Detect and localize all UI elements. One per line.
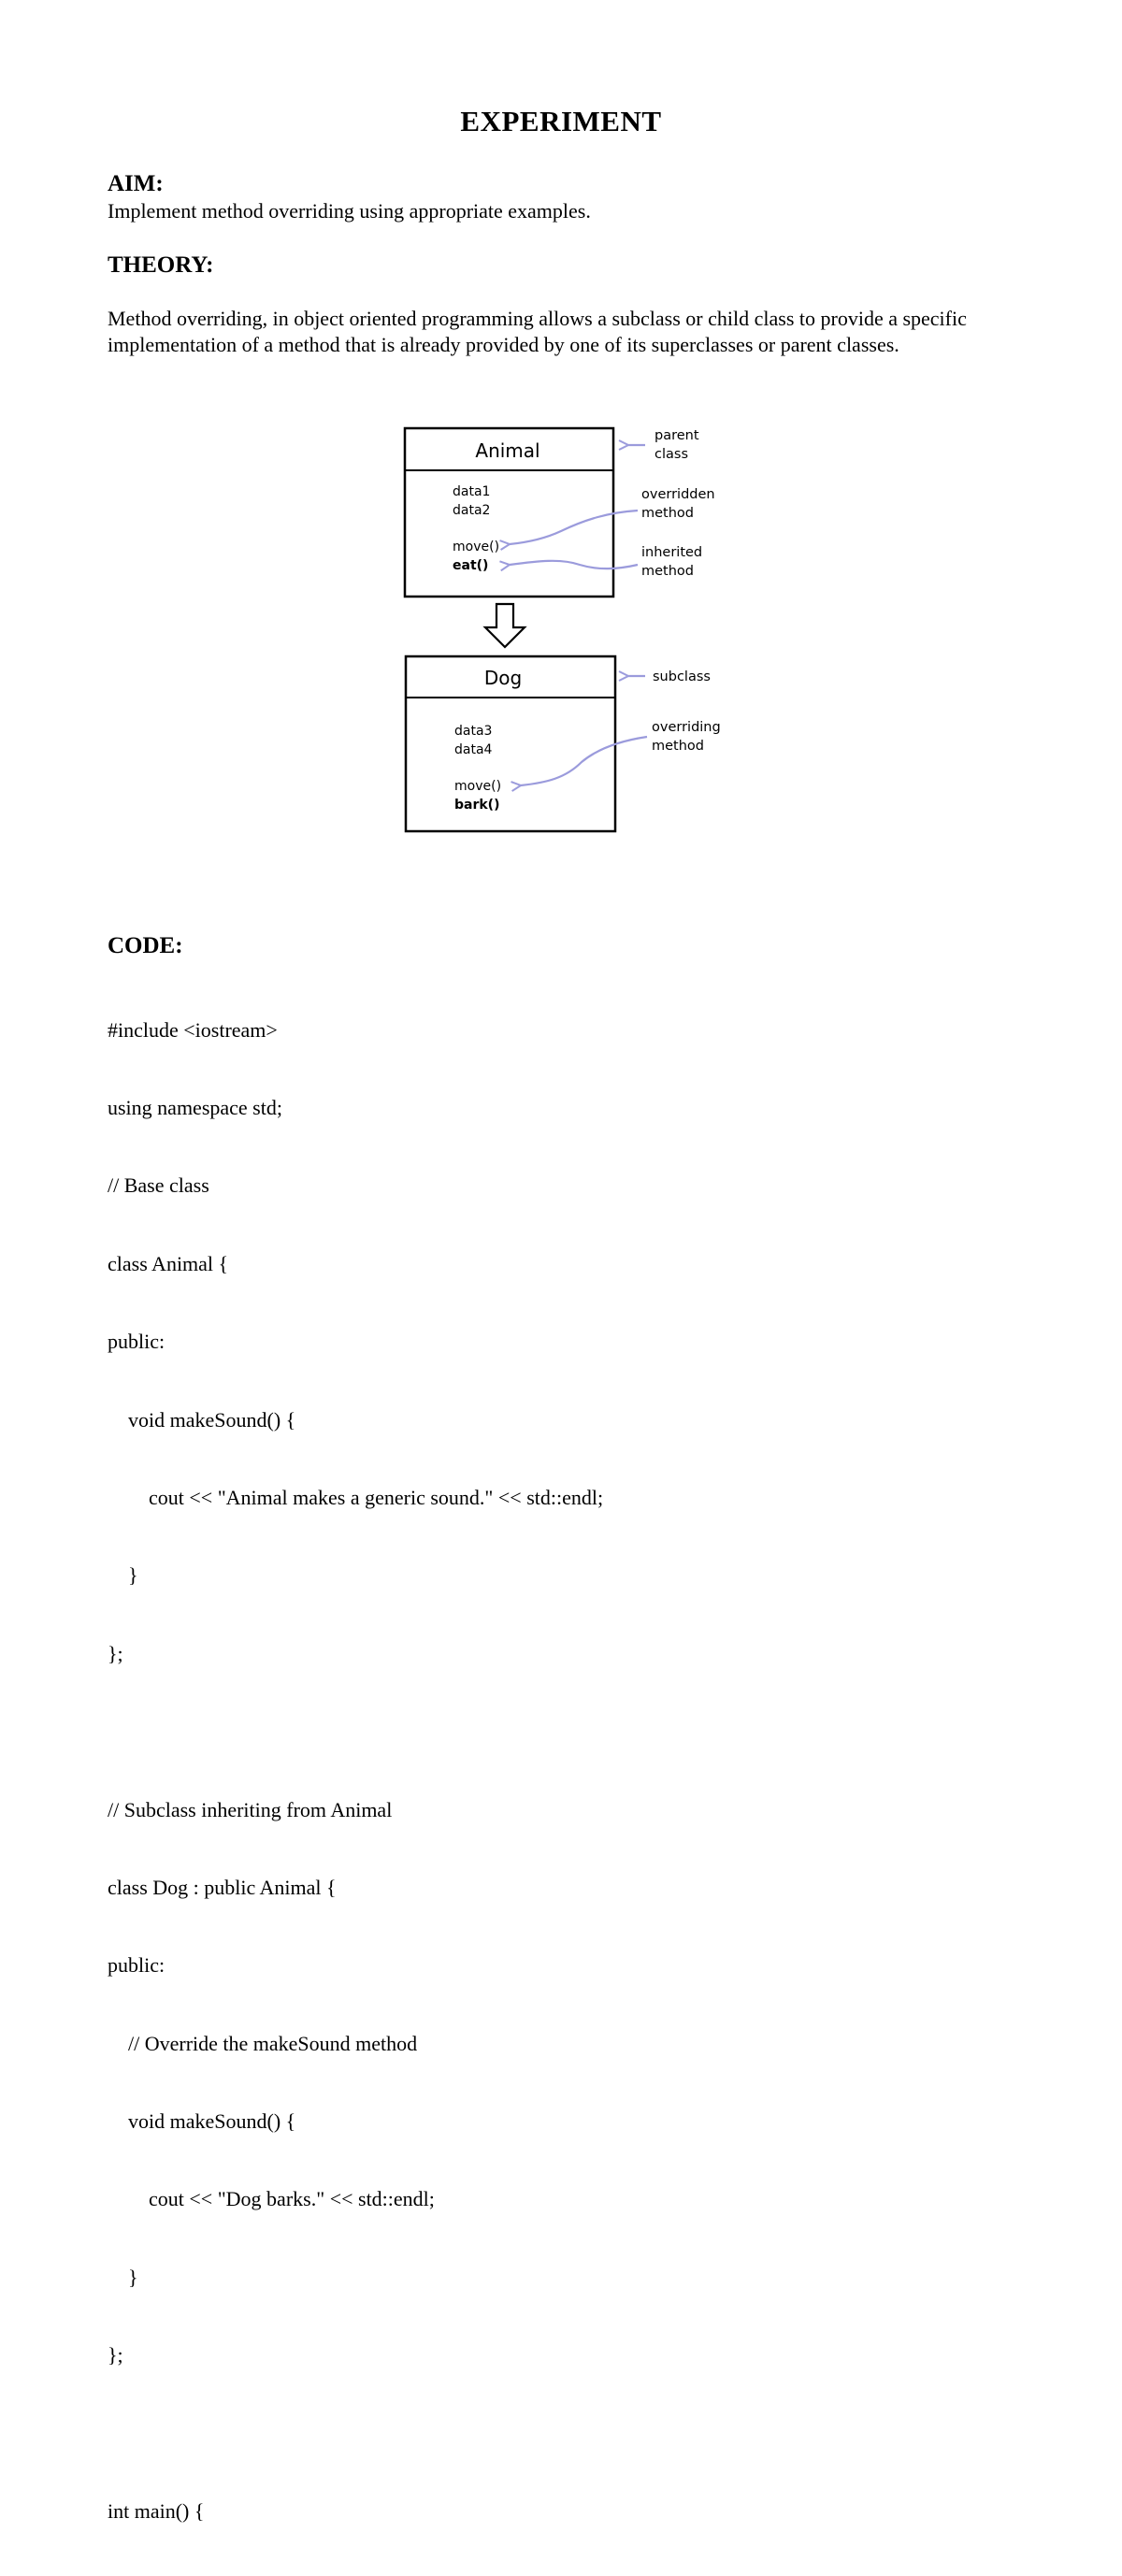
code-line: } <box>108 1563 138 1588</box>
animal-class-box <box>405 428 613 597</box>
dog-class-box <box>406 656 615 831</box>
code-line: class Animal { <box>108 1251 229 1275</box>
code-line: public: <box>108 1953 165 1978</box>
code-line: cout << "Animal makes a generic sound." << std::endl; <box>108 1485 604 1509</box>
code-line: // Subclass inheriting from Animal <box>108 1797 393 1821</box>
animal-class-name: Animal <box>475 439 540 462</box>
parent-class-label: class <box>654 447 688 462</box>
theory-heading: THEORY: <box>108 252 214 278</box>
code-line: using namespace std; <box>108 1095 282 1119</box>
animal-member: data1 <box>453 484 491 499</box>
overriding-method-label: method <box>652 739 704 754</box>
code-line: public: <box>108 1330 165 1354</box>
code-line: void makeSound() { <box>108 2109 296 2134</box>
code-line <box>108 1719 603 1745</box>
overridden-method-label: overridden <box>641 487 715 502</box>
inherited-method-label: inherited <box>641 545 703 560</box>
code-line: // Override the makeSound method <box>108 2031 418 2055</box>
annotation-labels <box>641 428 721 754</box>
animal-member: eat() <box>453 558 489 573</box>
code-line: // Base class <box>108 1173 209 1198</box>
subclass-label: subclass <box>653 669 711 684</box>
code-line: #include <iostream> <box>108 1017 278 1042</box>
dog-class-name: Dog <box>483 667 523 689</box>
code-line: int main() { <box>108 2499 205 2524</box>
theory-text: Method overriding, in object oriented programming allows a subclass or child class to provide a specific implementation of a method that is already provided by one of its superclasses or parent classes. <box>108 307 967 356</box>
code-line: }; <box>108 2343 123 2367</box>
overriding-method-label: overriding <box>652 720 721 735</box>
inherited-method-label: method <box>641 564 694 579</box>
code-line: } <box>108 2265 138 2289</box>
code-line: void makeSound() { <box>108 1407 296 1432</box>
animal-member: data2 <box>453 503 491 518</box>
code-line <box>108 2421 603 2447</box>
inheritance-arrow-icon <box>485 604 525 647</box>
code-heading: CODE: <box>108 933 183 958</box>
dog-member: data3 <box>454 724 493 739</box>
code-line: class Dog : public Animal { <box>108 1875 337 1899</box>
code-block <box>108 965 603 2576</box>
code-line: cout << "Dog barks." << std::endl; <box>108 2187 435 2211</box>
dog-member: data4 <box>454 742 493 757</box>
parent-class-label: parent <box>654 428 699 443</box>
aim-text: Implement method overriding using appropriate examples. <box>108 199 591 223</box>
page-title: EXPERIMENT <box>460 105 662 137</box>
code-line: }; <box>108 1641 123 1665</box>
overridden-method-label: method <box>641 506 694 521</box>
dog-member: move() <box>454 779 502 794</box>
animal-member: move() <box>453 540 500 554</box>
aim-heading: AIM: <box>108 171 164 196</box>
dog-member: bark() <box>454 798 500 813</box>
